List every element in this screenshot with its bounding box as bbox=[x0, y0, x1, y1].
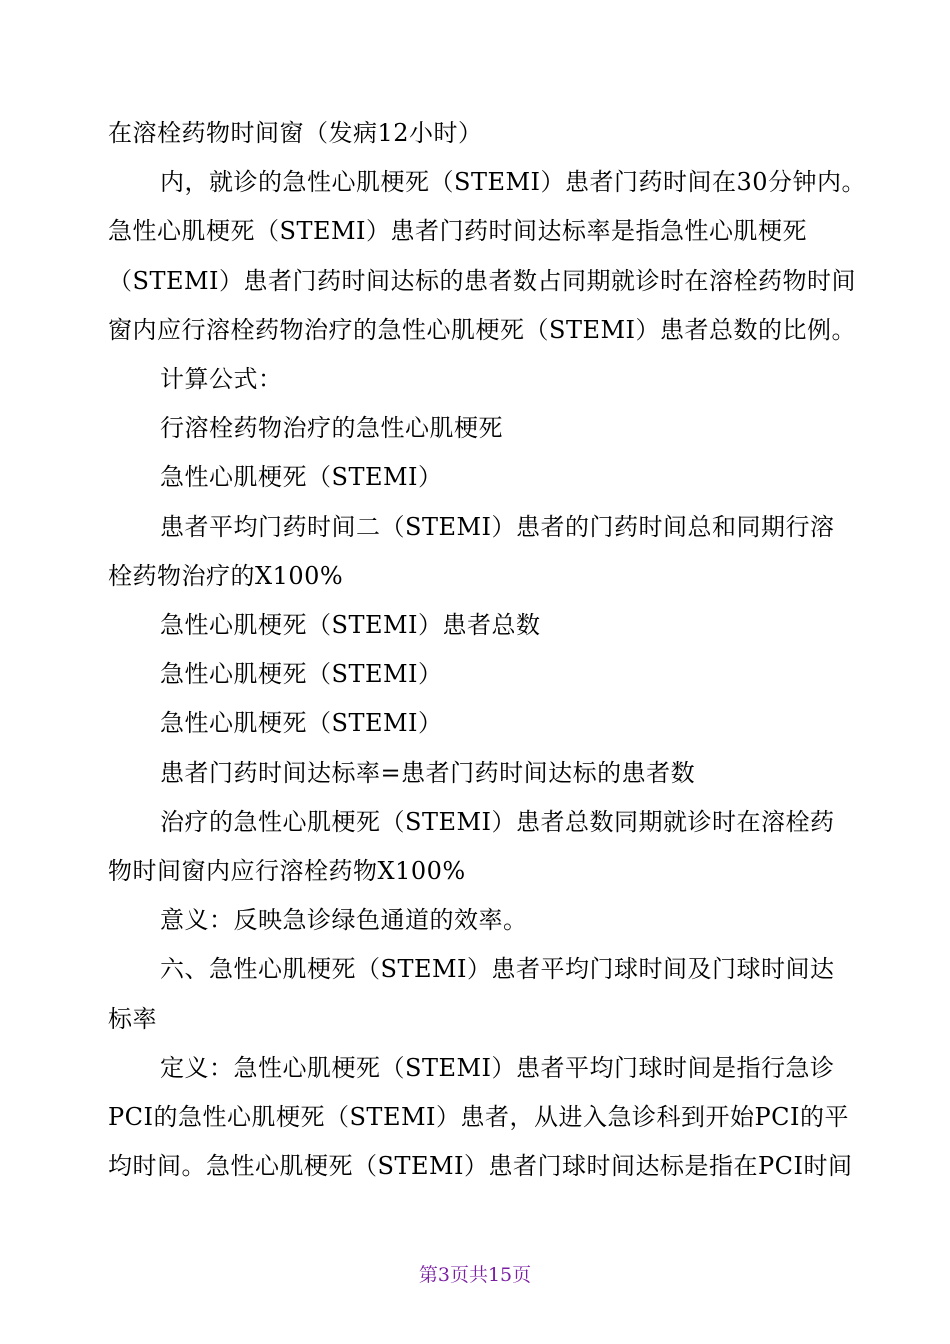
text-line: 内，就诊的急性心肌梗死（STEMI）患者门药时间在30分钟内。 bbox=[160, 168, 867, 196]
text-line: 物时间窗内应行溶栓药物X100% bbox=[108, 857, 466, 885]
text-line: 栓药物治疗的X100% bbox=[108, 562, 344, 590]
text-line: 急性心肌梗死（STEMI） bbox=[160, 463, 443, 491]
text-line: 定义：急性心肌梗死（STEMI）患者平均门球时间是指行急诊 bbox=[160, 1054, 835, 1082]
section-heading-continued: 标率 bbox=[108, 1005, 157, 1033]
text-line: 患者门药时间达标率=患者门药时间达标的患者数 bbox=[160, 759, 696, 787]
text-line: 均时间。急性心肌梗死（STEMI）患者门球时间达标是指在PCI时间 bbox=[108, 1152, 853, 1180]
text-line: 急性心肌梗死（STEMI） bbox=[160, 660, 443, 688]
text-line: 治疗的急性心肌梗死（STEMI）患者总数同期就诊时在溶栓药 bbox=[160, 808, 835, 836]
text-line: 急性心肌梗死（STEMI）患者门药时间达标率是指急性心肌梗死 bbox=[108, 217, 808, 245]
page-number: 第3页共15页 bbox=[418, 1264, 532, 1286]
text-line: 意义：反映急诊绿色通道的效率。 bbox=[160, 906, 528, 934]
section-heading: 六、急性心肌梗死（STEMI）患者平均门球时间及门球时间达 bbox=[160, 955, 835, 983]
text-line: 在溶栓药物时间窗（发病12小时） bbox=[108, 119, 483, 147]
text-line: （STEMI）患者门药时间达标的患者数占同期就诊时在溶栓药物时间 bbox=[108, 267, 857, 295]
text-line: 计算公式： bbox=[160, 365, 283, 393]
text-line: 行溶栓药物治疗的急性心肌梗死 bbox=[160, 414, 503, 442]
text-line: 急性心肌梗死（STEMI）患者总数 bbox=[160, 611, 541, 639]
text-line: PCI的急性心肌梗死（STEMI）患者，从进入急诊科到开始PCI的平 bbox=[108, 1103, 850, 1131]
text-line: 患者平均门药时间二（STEMI）患者的门药时间总和同期行溶 bbox=[160, 513, 835, 541]
text-line: 急性心肌梗死（STEMI） bbox=[160, 709, 443, 737]
text-line: 窗内应行溶栓药物治疗的急性心肌梗死（STEMI）患者总数的比例。 bbox=[108, 316, 857, 344]
